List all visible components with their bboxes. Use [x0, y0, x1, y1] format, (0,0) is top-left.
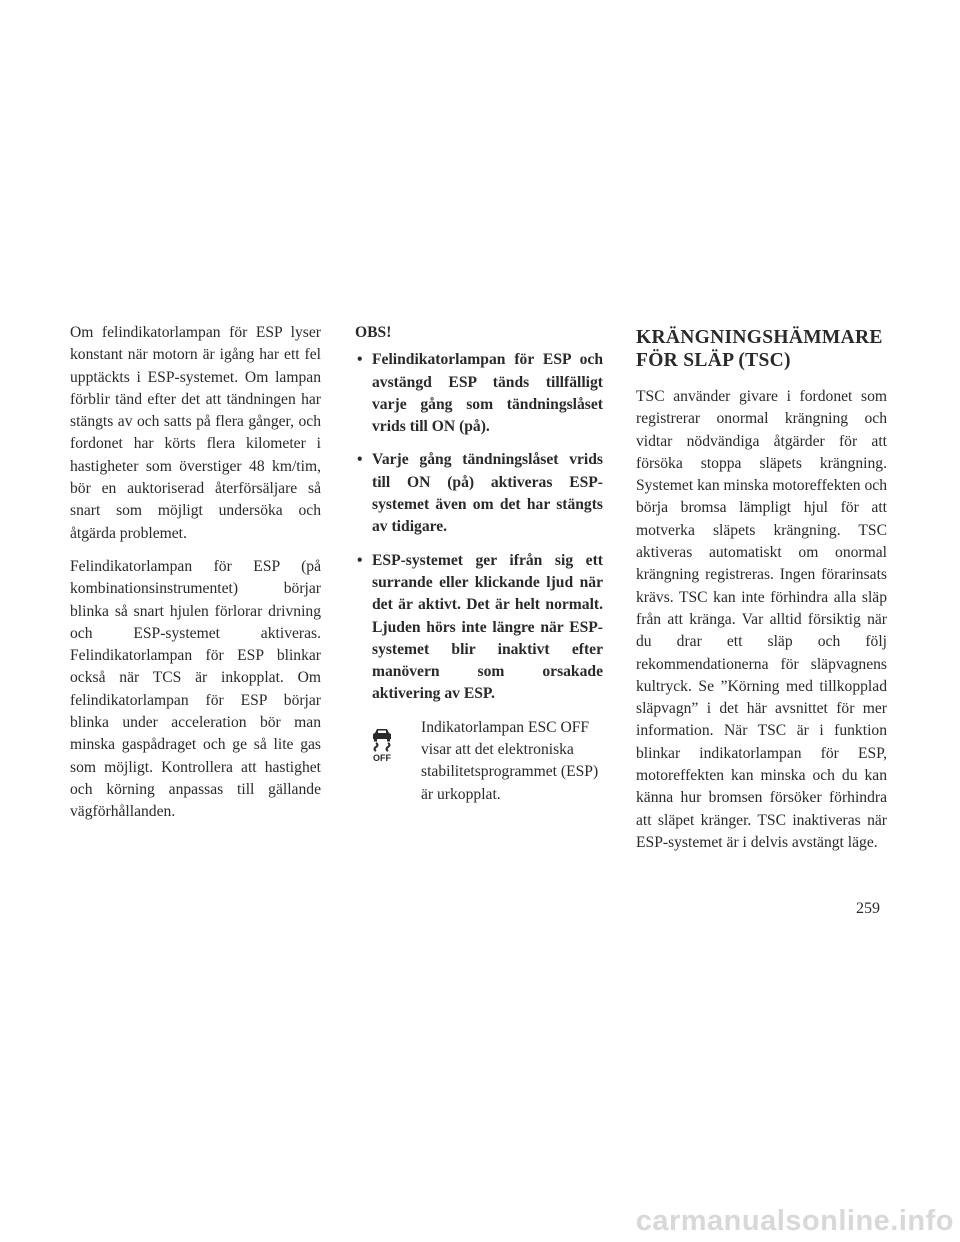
note-item — [355, 449, 603, 538]
left-column — [70, 322, 321, 835]
tsc-paragraph: TSC använder givare i fordonet som registrerar onormal krängning och vidtar nödvändiga åtgärder för att försöka stoppa släpets krängning. Systemet kan minska motoreffekten och börja bromsa lämpligt hjul för att motverka släpets krängning. TSC aktiveras automatiskt om onormal krängning registreras. Ingen förarinsats krävs. TSC kan inte förhindra alla släp från att kränga. Var alltid försiktig när du drar ett släp och följ rekommendationerna för släpvagnens kultryck. Se ”Körning med tillkopplad släpvagn” i det här avsnittet för mer information. När TSC är i funktion blinkar indikatorlampan för ESP, motoreffekten kan minska och du kan känna hur bromsen försöker förhindra att släpet kränger. TSC inaktiveras när ESP-systemet är i delvis avstängt läge. — [636, 388, 887, 851]
watermark: carmanualsonline.info — [635, 1205, 954, 1237]
section-heading-line1: KRÄNGNINGSHÄMMARE — [636, 327, 883, 348]
esc-off-description: Indikatorlampan ESC OFF visar att det elektroniska stabilitetsprogrammet (ESP) är urkopplat. — [421, 718, 599, 803]
note-label: OBS! — [355, 324, 392, 341]
page-number: 259 — [856, 900, 880, 917]
bullet-marker: • — [357, 351, 363, 369]
section-heading — [636, 326, 887, 372]
note-item — [355, 550, 603, 706]
esc-off-icon — [369, 727, 395, 763]
esp-blink-paragraph: Felindikatorlampan för ESP (på kombinationsinstrumentet) börjar blinka så snart hjulen förlorar drivning och ESP-systemet aktiveras. Felindikatorlampan för ESP blinkar också när TCS är inkopplat. Om felindikatorlampan för ESP börjar blinka under acceleration bör man minska gaspådraget och ge så lite gas som möjligt. Kontrollera att hastighet och körning anpassas till gällande vägförhållanden. — [70, 557, 321, 821]
note-item — [355, 349, 603, 438]
bullet-marker: • — [357, 551, 363, 569]
note-item-text: Varje gång tändningslåset vrids till ON (på) aktiveras ESP-systemet även om det har stängts av tidigare. — [372, 451, 603, 536]
esc-off-indicator — [355, 717, 603, 807]
note-item-text: Felindikatorlampan för ESP och avstängd ESP tänds tillfälligt varje gång som tändningslåset vrids till ON (på). — [372, 351, 603, 436]
middle-column — [355, 322, 603, 807]
note-list — [355, 349, 603, 705]
note-item-text: ESP-systemet ger ifrån sig ett surrande eller klickande ljud när det är aktivt. Det är helt normalt. Ljuden hörs inte längre när ESP-systemet blir inaktivt efter manövern som orsakade aktivering av ESP. — [372, 551, 603, 703]
section-heading-line2: FÖR SLÄP (TSC) — [636, 350, 791, 371]
right-column — [636, 322, 887, 865]
esc-off-icon-label: OFF — [373, 752, 391, 763]
esp-fault-paragraph: Om felindikatorlampan för ESP lyser konstant när motorn är igång har ett fel upptäckts i ESP-systemet. Om lampan förblir tänd efter det att tändningen har stängts av och satts på flera gånger, och fordonet har körts flera kilometer i hastigheter som överstiger 48 km/tim, bör en auktoriserad återförsäljare så snart som möjligt undersöka och åtgärda problemet. — [70, 324, 321, 542]
bullet-marker: • — [357, 451, 363, 469]
